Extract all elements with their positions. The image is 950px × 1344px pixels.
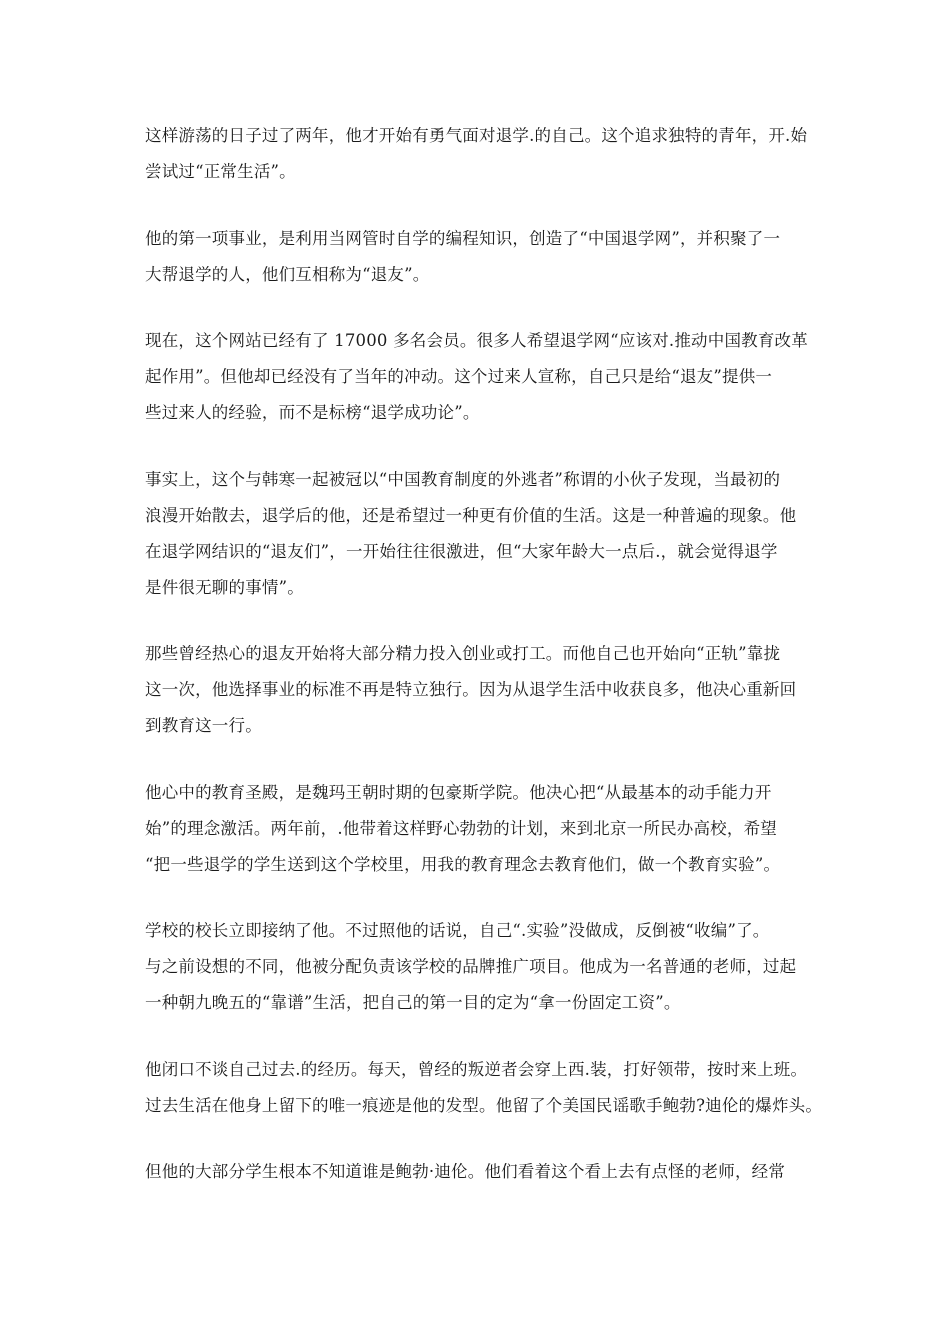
paragraph	[145, 118, 815, 190]
text-line: 他闭口不谈自己过去.的经历。每天，曾经的叛逆者会穿上西.装，打好领带，按时来上班。	[145, 1059, 808, 1079]
text-line: 尝试过“正常生活”。	[145, 162, 296, 181]
text-line: 过去生活在他身上留下的唯一痕迹是他的发型。他留了个美国民谣歌手鲍勃?迪伦的爆炸头。	[145, 1095, 823, 1115]
text-line: 始”的理念激活。两年前，.他带着这样野心勃勃的计划，来到北京一所民办高校，希望	[145, 818, 777, 838]
text-line: 大帮退学的人，他们互相称为“退友”。	[145, 264, 430, 284]
paragraph	[145, 1154, 815, 1190]
text-line: 那些曾经热心的退友开始将大部分精力投入创业或打工。而他自己也开始向“正轨”靠拢	[145, 644, 781, 663]
paragraph	[145, 323, 815, 431]
text-line: 在退学网结识的“退友们”，一开始往往很激进，但“大家年龄大一点后.，就会觉得退学	[145, 541, 778, 561]
text-line: 与之前设想的不同，他被分配负责该学校的品牌推广项目。他成为一名普通的老师，过起	[145, 957, 797, 976]
text-line: 起作用”。但他却已经没有了当年的冲动。这个过来人宣称，自己只是给“退友”提供一	[145, 367, 773, 386]
text-line: 但他的大部分学生根本不知道谁是鲍勃·迪伦。他们看着这个看上去有点怪的老师，经常	[145, 1162, 786, 1181]
text-line: 学校的校长立即接纳了他。不过照他的话说，自己“.实验”没做成，反倒被“收编”了。	[145, 921, 770, 940]
body-text	[145, 118, 823, 1221]
text-line: 到教育这一行。	[145, 716, 262, 735]
paragraph	[145, 462, 815, 606]
text-line: 一种朝九晚五的“靠谱”生活，把自己的第一目的定为“拿一份固定工资”。	[145, 993, 681, 1012]
text-line: 他心中的教育圣殿，是魏玛王朝时期的包豪斯学院。他决心把“从最基本的动手能力开	[145, 782, 772, 802]
text-line: 事实上，这个与韩寒一起被冠以“中国教育制度的外逃者”称谓的小伙子发现，当最初的	[145, 469, 781, 489]
text-line: 这一次，他选择事业的标准不再是特立独行。因为从退学生活中收获良多，他决心重新回	[145, 680, 797, 699]
paragraph	[145, 913, 815, 1021]
text-line: 现在，这个网站已经有了 17000 多名会员。很多人希望退学网“应该对.推动中国教育改革	[145, 331, 808, 350]
paragraph	[145, 636, 815, 744]
text-line: 他的第一项事业，是利用当网管时自学的编程知识，创造了“中国退学网”，并积聚了一	[145, 228, 781, 248]
text-line: 浪漫开始散去，退学后的他，还是希望过一种更有价值的生活。这是一种普遍的现象。他	[145, 505, 797, 525]
paragraph	[145, 1052, 823, 1124]
text-line: 这样游荡的日子过了两年，他才开始有勇气面对退学.的自己。这个追求独特的青年，开.始	[145, 126, 808, 145]
paragraph	[145, 221, 815, 293]
text-line: “把一些退学的学生送到这个学校里，用我的教育理念去教育他们，做一个教育实验”。	[145, 854, 781, 874]
text-line: 些过来人的经验，而不是标榜“退学成功论”。	[145, 403, 480, 422]
text-line: 是件很无聊的事情”。	[145, 577, 304, 597]
paragraph	[145, 775, 815, 883]
